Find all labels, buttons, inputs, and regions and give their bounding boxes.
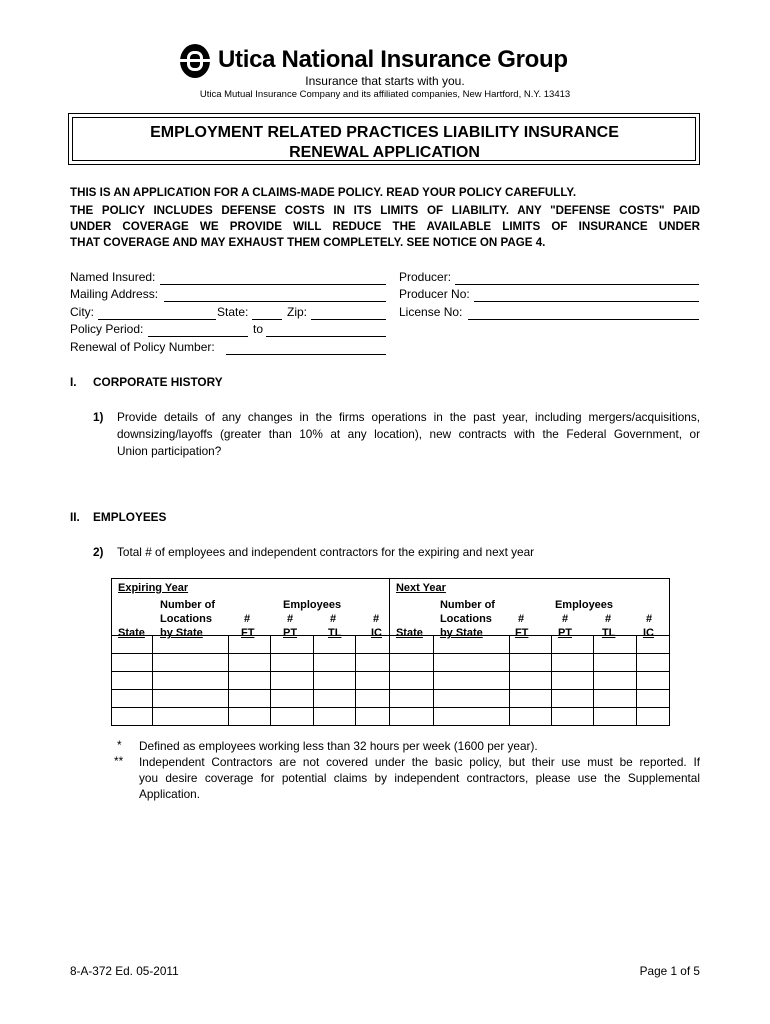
table-cell[interactable] — [112, 708, 153, 726]
section-number: II. — [70, 510, 80, 524]
tagline: Insurance that starts with you. — [305, 74, 465, 88]
table-row — [112, 690, 670, 708]
tl-col-label: TL — [328, 627, 342, 639]
table-cell[interactable] — [594, 690, 637, 708]
license-no-label: License No: — [399, 305, 463, 319]
mailing-address-field[interactable] — [164, 301, 386, 302]
locations-label: Locations — [439, 613, 492, 625]
footnote-mark: ** — [114, 754, 124, 768]
ic-col-label: IC — [642, 627, 654, 639]
table-cell[interactable] — [112, 654, 153, 672]
footnote-line: Application. — [139, 787, 200, 801]
hash-label: # — [645, 613, 653, 625]
notice-line: THIS IS AN APPLICATION FOR A CLAIMS-MADE POLICY. READ YOUR POLICY CAREFULLY. — [70, 186, 577, 199]
hash-label: # — [517, 613, 525, 625]
table-cell[interactable] — [152, 672, 228, 690]
company-line: Utica Mutual Insurance Company and its affiliated companies, New Hartford, N.Y. 13413 — [199, 89, 571, 100]
mailing-address-label: Mailing Address: — [70, 287, 159, 301]
table-cell[interactable] — [356, 690, 390, 708]
hash-label: # — [330, 613, 337, 625]
document-title-line2: RENEWAL APPLICATION — [289, 144, 480, 161]
table-cell[interactable] — [389, 672, 433, 690]
table-cell[interactable] — [356, 708, 390, 726]
employees-label: Employees — [283, 599, 342, 611]
table-cell[interactable] — [152, 690, 228, 708]
employees-table — [111, 578, 670, 726]
table-cell[interactable] — [229, 654, 271, 672]
state-col-label: State — [395, 627, 423, 639]
table-cell[interactable] — [313, 654, 356, 672]
city-field[interactable] — [98, 319, 216, 320]
table-cell[interactable] — [229, 672, 271, 690]
question-2-text: Total # of employees and independent contractors for the expiring and next year — [117, 545, 535, 559]
table-cell[interactable] — [637, 654, 670, 672]
table-row — [112, 672, 670, 690]
named-insured-field[interactable] — [160, 284, 386, 285]
table-cell[interactable] — [313, 690, 356, 708]
city-label: City: — [70, 305, 94, 319]
table-cell[interactable] — [229, 690, 271, 708]
table-cell[interactable] — [433, 654, 509, 672]
table-cell[interactable] — [270, 654, 313, 672]
table-cell[interactable] — [594, 654, 637, 672]
table-cell[interactable] — [594, 672, 637, 690]
hash-label: # — [244, 613, 251, 625]
table-cell[interactable] — [433, 708, 509, 726]
table-cell[interactable] — [313, 708, 356, 726]
hash-label: # — [561, 613, 569, 625]
producer-no-label: Producer No: — [399, 287, 470, 301]
table-cell[interactable] — [551, 708, 594, 726]
pt-col-label: PT — [283, 627, 298, 639]
state-col-label: State — [118, 627, 145, 639]
license-no-field[interactable] — [468, 319, 699, 320]
table-cell[interactable] — [389, 708, 433, 726]
table-cell[interactable] — [356, 654, 390, 672]
employees-label: Employees — [554, 599, 614, 611]
table-cell[interactable] — [270, 672, 313, 690]
table-cell[interactable] — [637, 708, 670, 726]
table-cell[interactable] — [510, 654, 552, 672]
table-row — [112, 654, 670, 672]
table-cell[interactable] — [270, 708, 313, 726]
table-cell[interactable] — [510, 690, 552, 708]
hash-label: # — [373, 613, 380, 625]
table-cell[interactable] — [152, 708, 228, 726]
policy-period-start-field[interactable] — [148, 336, 248, 337]
expiring-year-header — [112, 579, 390, 639]
producer-field[interactable] — [455, 284, 699, 285]
table-cell[interactable] — [637, 672, 670, 690]
producer-label: Producer: — [399, 270, 452, 284]
table-cell[interactable] — [389, 690, 433, 708]
next-year-header — [389, 579, 669, 639]
tl-col-label: TL — [601, 627, 616, 639]
table-cell[interactable] — [112, 690, 153, 708]
claims-made-notice — [70, 186, 700, 256]
number-of-label: Number of — [160, 599, 215, 611]
notice-line: UNDER COVERAGE WE PROVIDE WILL REDUCE THE AVAILABLE LIMITS OF INSURANCE UNDER — [70, 220, 700, 233]
hash-label: # — [604, 613, 612, 625]
ft-col-label: FT — [514, 627, 529, 639]
table-cell[interactable] — [510, 708, 552, 726]
renewal-policy-number-label: Renewal of Policy Number: — [70, 340, 215, 354]
question-number: 1) — [93, 410, 104, 424]
ft-col-label: FT — [241, 627, 255, 639]
state-field[interactable] — [252, 319, 282, 320]
zip-label: Zip: — [287, 305, 308, 319]
section-title-corporate-history: CORPORATE HISTORY — [93, 375, 223, 389]
next-year-label: Next Year — [395, 582, 446, 594]
policy-period-end-field[interactable] — [266, 336, 386, 337]
locations-label: Locations — [160, 613, 212, 625]
table-cell[interactable] — [313, 672, 356, 690]
table-cell[interactable] — [433, 690, 509, 708]
policy-period-to-label: to — [253, 322, 264, 336]
table-cell[interactable] — [551, 690, 594, 708]
page-number: Page 1 of 5 — [639, 964, 700, 978]
table-cell[interactable] — [551, 654, 594, 672]
question-line: Union participation? — [117, 444, 222, 458]
footnote-mark: * — [117, 738, 122, 752]
table-cell[interactable] — [510, 672, 552, 690]
table-cell[interactable] — [356, 672, 390, 690]
document-title-line1: EMPLOYMENT RELATED PRACTICES LIABILITY INSURANCE — [150, 124, 619, 141]
notice-line: THAT COVERAGE AND MAY EXHAUST THEM COMPLETELY. SEE NOTICE ON PAGE 4. — [70, 236, 546, 249]
notice-line: THE POLICY INCLUDES DEFENSE COSTS IN ITS LIMITS OF LIABILITY. ANY "DEFENSE COSTS" PAID — [70, 204, 700, 217]
by-state-label: by State — [160, 627, 203, 639]
producer-no-field[interactable] — [474, 301, 699, 302]
question-1-text — [117, 409, 700, 460]
question-line: Provide details of any changes in the firms operations in the past year, including mergers/acquisitions, — [117, 410, 700, 424]
zip-field[interactable] — [311, 319, 386, 320]
state-label: State: — [217, 305, 249, 319]
renewal-policy-number-field[interactable] — [226, 354, 386, 355]
footnote-line: Independent Contractors are not covered under the basic policy, but their use must be reported. If — [139, 755, 700, 769]
table-cell[interactable] — [270, 690, 313, 708]
named-insured-label: Named Insured: — [70, 270, 156, 284]
number-of-label: Number of — [439, 599, 495, 611]
question-number: 2) — [93, 545, 104, 559]
table-header-row — [112, 579, 670, 636]
table-cell[interactable] — [551, 672, 594, 690]
footnote-line: you desire coverage for potential claims by independent contractors, please use the Supplemental — [139, 771, 700, 785]
pt-col-label: PT — [557, 627, 573, 639]
expiring-year-label: Expiring Year — [118, 582, 189, 594]
brand-name: Utica National Insurance Group — [218, 46, 568, 73]
table-cell[interactable] — [152, 654, 228, 672]
ic-col-label: IC — [371, 627, 382, 639]
form-id: 8-A-372 Ed. 05-2011 — [70, 964, 179, 978]
section-title-employees: EMPLOYEES — [93, 510, 167, 524]
by-state-label: by State — [439, 627, 483, 639]
question-line: downsizing/layoffs (greater than 10% at any location), new contracts with the Federal Government, or — [117, 427, 700, 441]
table-cell[interactable] — [594, 708, 637, 726]
footnote-1-text: Defined as employees working less than 32 hours per week (1600 per year). — [139, 739, 538, 753]
table-cell[interactable] — [112, 672, 153, 690]
table-cell[interactable] — [637, 690, 670, 708]
hash-label: # — [287, 613, 294, 625]
table-cell[interactable] — [229, 708, 271, 726]
table-cell[interactable] — [433, 672, 509, 690]
footnote-2-text — [139, 754, 700, 802]
table-cell[interactable] — [389, 654, 433, 672]
section-number: I. — [70, 375, 77, 389]
table-row — [112, 708, 670, 726]
policy-period-label: Policy Period: — [70, 322, 144, 336]
